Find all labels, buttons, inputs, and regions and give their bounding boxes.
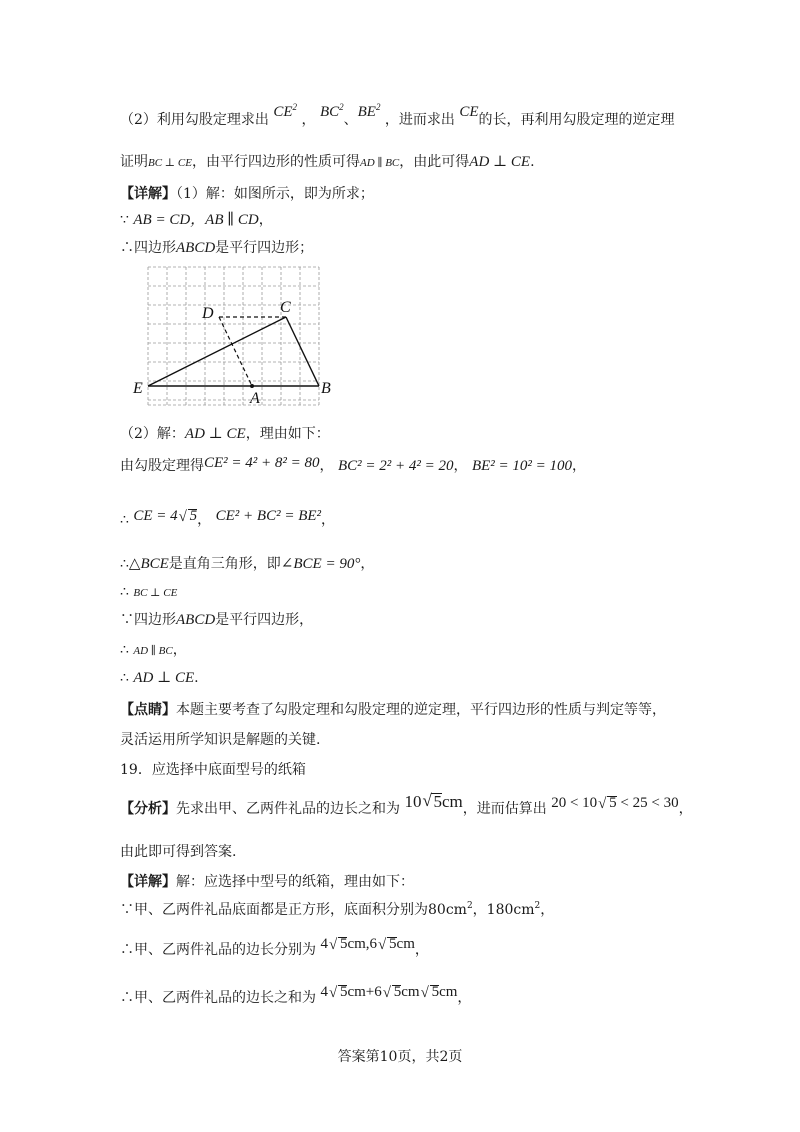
- because-line-2: ∵四边形ABCD是平行四边形，: [120, 612, 314, 628]
- detail-19-line-1: ∵甲、乙两件礼品底面都是正方形，底面积分别为$80cm^2$，$180cm^2$，: [120, 901, 555, 918]
- therefore-line-1: ∴四边形ABCD是平行四边形；: [120, 240, 314, 256]
- because-line-1: ∵ AB = CD，AB ∥ CD，: [120, 212, 273, 228]
- math-ce: $CE^2$: [273, 102, 298, 120]
- detail-19-line-2: ∴甲、乙两件礼品的边长分别为 4√ 5cm,6√ 5cm，: [120, 940, 429, 960]
- question-19: 19．应选择中底面型号的纸箱: [120, 762, 306, 778]
- parallel-line: ∴ AD ∥ BC，: [120, 642, 187, 658]
- ce-value-line: ∴ CE = 4√ 5， CE² + BC² = BE²，: [120, 510, 335, 530]
- geometry-figure: [130, 262, 340, 412]
- segment-ec: [148, 317, 286, 386]
- perp-line: ∴ BC ⊥ CE: [120, 584, 178, 600]
- label-d: D: [202, 305, 214, 322]
- comment-line-2: 灵活运用所学知识是解题的关键.: [120, 732, 321, 748]
- triangle-ebc: [148, 317, 319, 386]
- dashed-segments: [219, 317, 286, 386]
- page-footer: 答案第10页，共2页: [337, 1049, 463, 1065]
- analysis-19-line-1: 【分析】先求出甲、乙两件礼品的边长之和为 10√ 5cm，进而估算出 20 < 10√ 5 < 25 < 30，: [120, 798, 693, 819]
- comment-line-1: 【点睛】本题主要考查了勾股定理和勾股定理的逆定理，平行四边形的性质与判定等等，: [120, 702, 666, 718]
- label-b: B: [321, 380, 331, 397]
- grid-lines: [148, 267, 319, 405]
- right-triangle-line: ∴△BCE是直角三角形，即∠BCE = 90°，: [120, 556, 375, 572]
- detail-19-heading: 【详解】解：应选择中型号的纸箱，理由如下：: [120, 874, 414, 890]
- label-a: A: [250, 390, 260, 407]
- segment-cb: [286, 317, 319, 386]
- point-a: [250, 384, 254, 388]
- conclusion-line: ∴ AD ⊥ CE.: [120, 670, 199, 686]
- detail-heading: 【详解】（1）解：如图所示，即为所求；: [120, 186, 374, 202]
- label-c: C: [280, 299, 291, 316]
- detail-19-line-3: ∴甲、乙两件礼品的边长之和为 4√ 5cm+6√ 5cm√ 5cm，: [120, 988, 471, 1008]
- analysis-line-2: 证明BC ⊥ CE，由平行四边形的性质可得AD ∥ BC，由此可得AD ⊥ CE.: [120, 154, 535, 170]
- part2-heading: （2）解：AD ⊥ CE，理由如下：: [120, 426, 330, 442]
- analysis-19-line-2: 由此即可得到答案.: [120, 844, 237, 860]
- label-e: E: [133, 380, 143, 397]
- analysis-line-1: （2）利用勾股定理求出 $CE^2$ ， $BC^2$、$BE^2$ ，进而求出 CE的长，再利用勾股定理的逆定理: [120, 102, 675, 128]
- pythagoras-line: 由勾股定理得CE² = 4² + 8² = 80， BC² = 2² + 4² = 20， BE² = 10² = 100，: [120, 455, 587, 474]
